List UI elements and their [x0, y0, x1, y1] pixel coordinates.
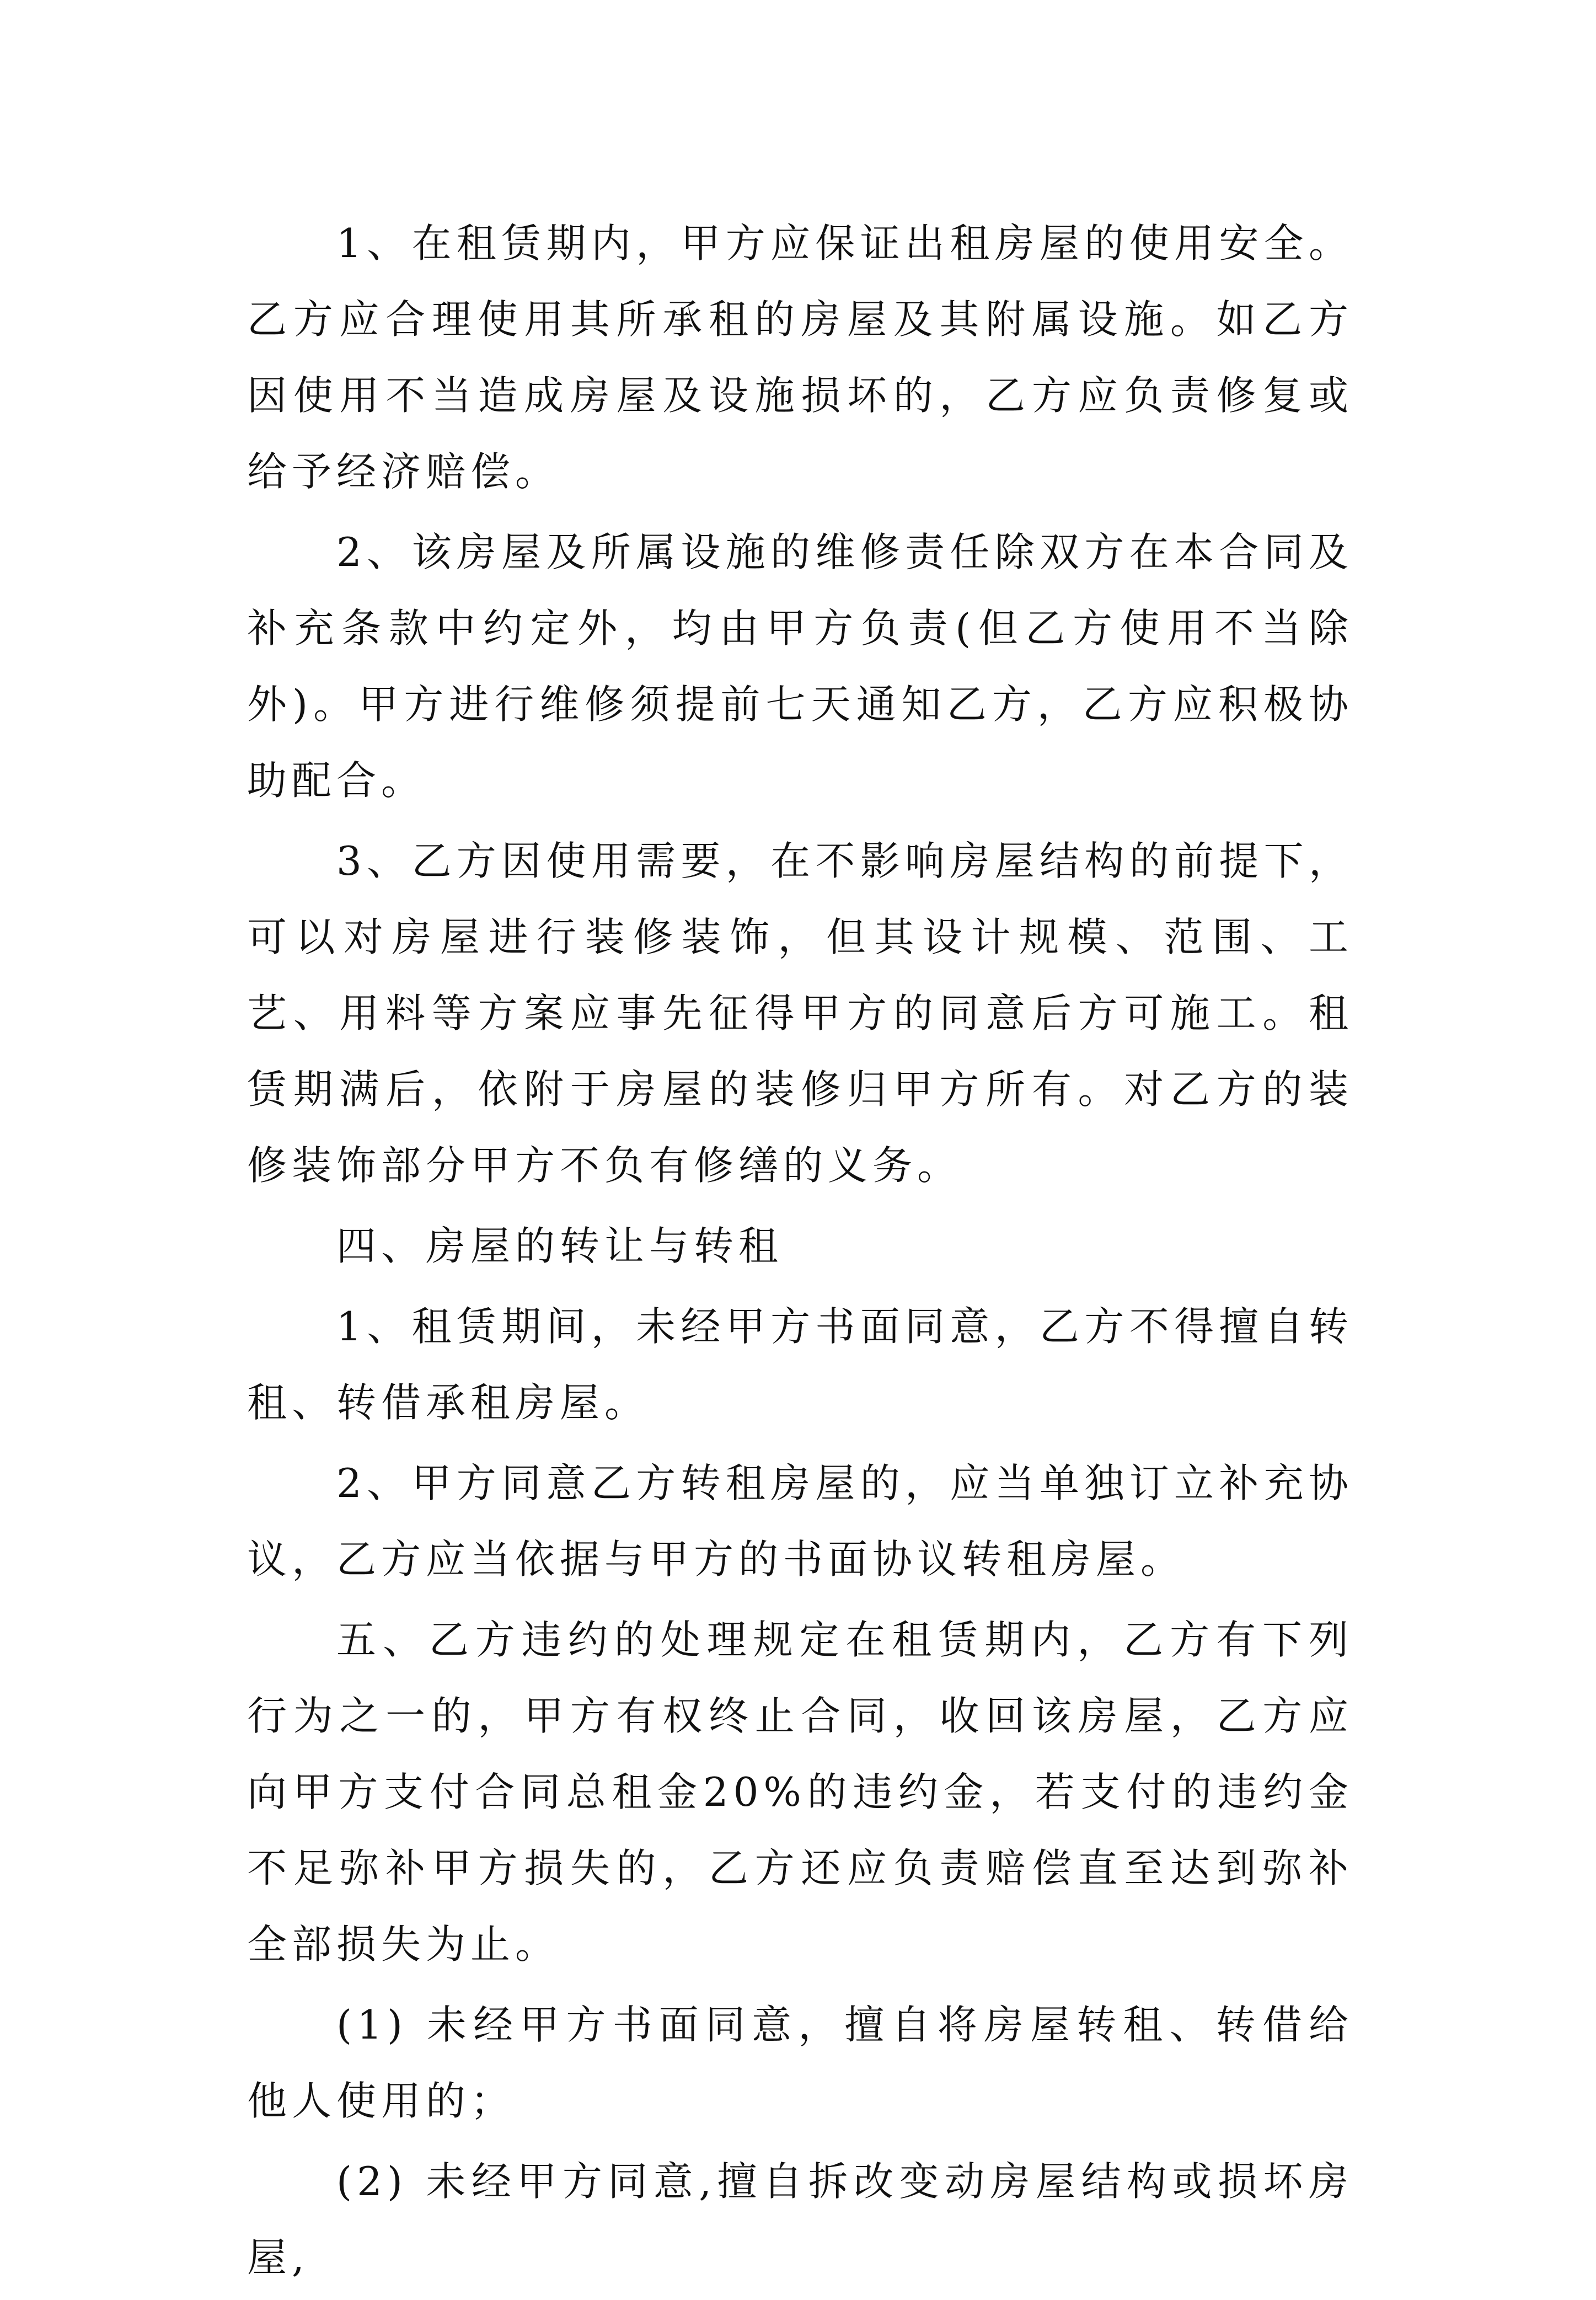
paragraph-sublease-1: 1、租赁期间，未经甲方书面同意，乙方不得擅自转租、转借承租房屋。	[247, 1303, 1353, 1426]
paragraph-clause-3: 3、乙方因使用需要，在不影响房屋结构的前提下，可以对房屋进行装修装饰，但其设计规模、范围、工艺、用料等方案应事先征得甲方的同意后方可施工。租赁期满后，依附于房屋的装修归甲方所有。对乙方的装修装饰部分甲方不负有修缮的义务。	[247, 838, 1353, 1189]
paragraph-breach-provisions: 五、乙方违约的处理规定在租赁期内，乙方有下列行为之一的，甲方有权终止合同，收回该房屋，乙方应向甲方支付合同总租金20%的违约金，若支付的违约金不足弥补甲方损失的，乙方还应负责赔偿直至达到弥补全部损失为止。	[247, 1617, 1353, 1967]
paragraph-breach-item-2: (2) 未经甲方同意,擅自拆改变动房屋结构或损坏房屋,	[247, 2158, 1353, 2281]
paragraph-clause-1: 1、在租赁期内，甲方应保证出租房屋的使用安全。乙方应合理使用其所承租的房屋及其附属设施。如乙方因使用不当造成房屋及设施损坏的，乙方应负责修复或给予经济赔偿。	[247, 220, 1353, 495]
paragraph-breach-item-1: (1) 未经甲方书面同意，擅自将房屋转租、转借给他人使用的；	[247, 2002, 1353, 2124]
document-body	[247, 205, 1353, 2300]
section-heading-transfer-sublease: 四、房屋的转让与转租	[336, 1223, 784, 1269]
paragraph-clause-2: 2、该房屋及所属设施的维修责任除双方在本合同及补充条款中约定外，均由甲方负责(但乙方使用不当除外)。甲方进行维修须提前七天通知乙方，乙方应积极协助配合。	[247, 529, 1353, 804]
paragraph-sublease-2: 2、甲方同意乙方转租房屋的，应当单独订立补充协议，乙方应当依据与甲方的书面协议转租房屋。	[247, 1460, 1353, 1582]
